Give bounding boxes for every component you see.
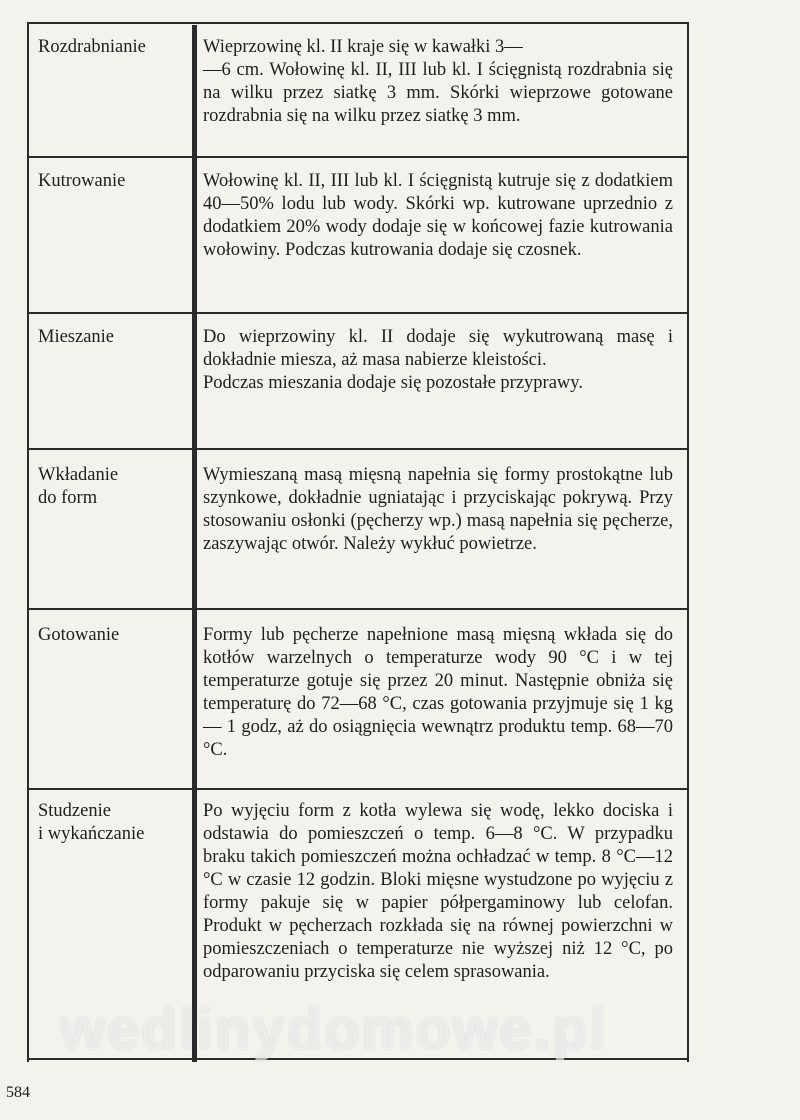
process-step-description: Wieprzowinę kl. II kraje się w kawałki 3— —6 cm. Wołowinę kl. II, III lub kl. I ścięgnistą rozdrabnia się na wilku przez siatkę 3 mm. Skórki wieprzowe gotowane rozdrabnia się na wilku przez siatkę 3 mm. bbox=[203, 37, 673, 126]
process-step-term: Studzenie i wykańczanie bbox=[38, 801, 145, 844]
page-number: 584 bbox=[6, 1084, 30, 1101]
row-separator bbox=[29, 312, 687, 314]
row-separator bbox=[29, 608, 687, 610]
table-right-border bbox=[687, 22, 689, 1062]
watermark: wedlinydomowe.pl bbox=[60, 997, 608, 1062]
process-step-description: Wołowinę kl. II, III lub kl. I ścięgnistą kutruje się z dodatkiem 40—50% lodu lub wody. Skórki wp. kutrowane uprzednio z dodatkiem 20% wody dodaje się w końcowej fazie kutrowania wołowiny. Podczas kutrowania dodaje się czosnek. bbox=[203, 171, 673, 260]
row-separator bbox=[29, 156, 687, 158]
process-step-term: Wkładanie do form bbox=[38, 465, 119, 508]
process-step-description: Po wyjęciu form z kotła wylewa się wodę, lekko dociska i odstawia do pomieszczeń o temp. 6—8 °C. W przypadku braku takich pomieszczeń można ochładzać w temp. 8 °C—12 °C w czasie 12 godzin. Bloki mięsne wystudzone po wyjęciu z formy pakuje się w papier półpergaminowy lub celofan. Produkt w pęcherzach rozkłada się na równej powierzchni w pomieszczeniach o temperaturze nie wyższej niż 12 °C, po odparowaniu przyciska się celem sprasowania. bbox=[203, 801, 673, 982]
row-separator bbox=[29, 448, 687, 450]
row-separator bbox=[29, 788, 687, 790]
process-step-description: Wymieszaną masą mięsną napełnia się formy prostokątne lub szynkowe, dokładnie ugniatając i przyciskając pokrywą. Przy stosowaniu osłonki (pęcherzy wp.) masą napełnia się pęcherze, zaszywając otwór. Należy wykłuć powietrze. bbox=[203, 465, 673, 554]
process-step-term: Kutrowanie bbox=[38, 171, 126, 191]
process-step-description: Formy lub pęcherze napełnione masą mięsną wkłada się do kotłów warzelnych o temperaturze wody 90 °C i w tej temperaturze gotuje się przez 20 minut. Następnie obniża się temperaturę do 72—68 °C, czas gotowania przyjmuje się 1 kg — 1 godz, aż do osiągnięcia wewnątrz produktu temp. 68—70 °C. bbox=[203, 625, 673, 760]
process-step-term: Mieszanie bbox=[38, 327, 115, 347]
process-step-description: Do wieprzowiny kl. II dodaje się wykutrowaną masę i dokładnie miesza, aż masa nabierze kleistości. Podczas mieszania dodaje się pozostałe przyprawy. bbox=[203, 327, 673, 393]
column-divider bbox=[192, 25, 197, 1062]
table-left-border bbox=[27, 22, 29, 1062]
process-step-term: Gotowanie bbox=[38, 625, 120, 645]
process-step-term: Rozdrabnianie bbox=[38, 37, 146, 57]
table-top-border bbox=[27, 22, 689, 24]
